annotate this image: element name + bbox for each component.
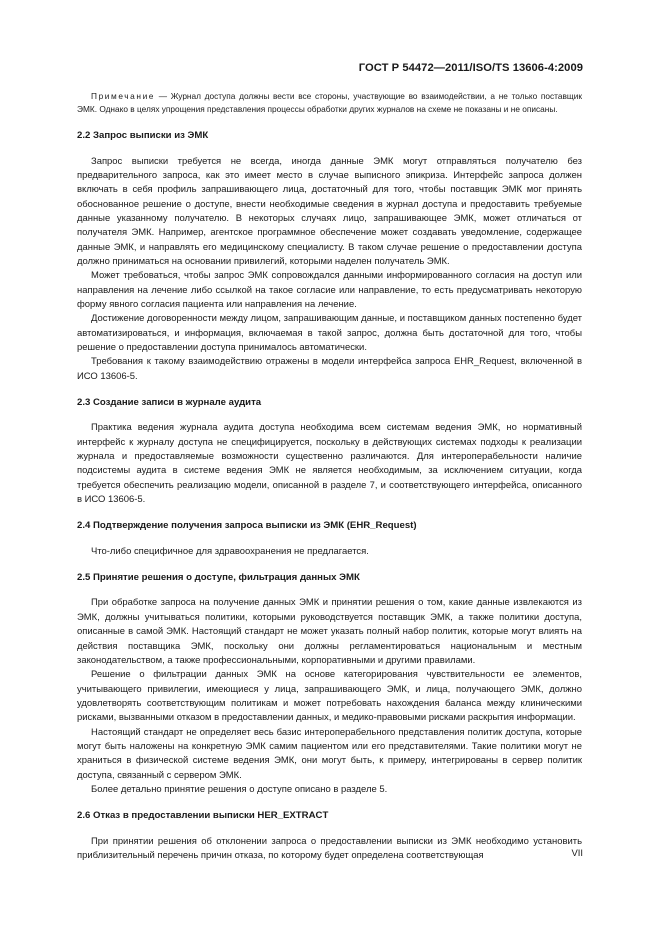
paragraph: Может требоваться, чтобы запрос ЭМК сопровождался данными информированного согласия на доступ или направления на лечение либо ссылкой на такое согласие или направление, то есть предусматривать некоторую форму явного согласия пациента или направления на лечение. bbox=[77, 270, 582, 310]
paragraph: Более детально принятие решения о доступе описано в разделе 5. bbox=[91, 783, 388, 795]
paragraph: Что-либо специфичное для здравоохранения не предлагается. bbox=[91, 545, 369, 557]
paragraph: Решение о фильтрации данных ЭМК на основе категорирования чувствительности ее элементов, учитывающего привилегии, имеющиеся у лица, запрашивающего ЭМК, и лица, получающего ЭМК, должно удовлетворять соответствующим политикам и может потребовать нахождения баланса между клиническими рисками, вызванными отказом в предоставлении данных, и медико-правовыми рисками раскрытия информации. bbox=[77, 669, 582, 724]
paragraph: Запрос выписки требуется не всегда, иногда данные ЭМК могут отправляться получателю без предварительного запроса, как это имеет место в случае выписного эпикриза. Интерфейс запроса должен включать в себя профиль запрашивающего лица, достаточный для того, чтобы поставщик ЭМК мог принять обоснованное решение о доступе, внести необходимые сведения в журнал доступа и предоставить требуемые данные указанному получателю. В некоторых случаях лицо, запрашивающее ЭМК, может отличаться от получателя ЭМК. Например, агентское программное обеспечение может создавать уведомление, содержащее данные ЭМК, и направлять его медицинскому специалисту. В таком случае решение о предоставлении доступа должно приниматься на основании привилегий, которыми наделен получатель ЭМК. bbox=[77, 155, 582, 267]
page-body bbox=[77, 90, 582, 863]
page-number: VII bbox=[571, 848, 583, 859]
note-label: Примечание bbox=[91, 91, 156, 101]
paragraph: Требования к такому взаимодействию отражены в модели интерфейса запроса EHR_Request, включенной в ИСО 13606-5. bbox=[77, 356, 582, 382]
section-heading-2-4: 2.4 Подтверждение получения запроса выписки из ЭМК (EHR_Request) bbox=[77, 520, 417, 532]
section-heading-2-2: 2.2 Запрос выписки из ЭМК bbox=[77, 130, 209, 142]
note-text: — Журнал доступа должны вести все стороны, участвующие во взаимодействии, а не только поставщик ЭМК. Однако в целях упрощения представления процессы обработки других журналов на схеме не показаны и не описаны. bbox=[77, 91, 582, 114]
paragraph: При обработке запроса на получение данных ЭМК и принятии решения о том, какие данные извлекаются из ЭМК, должны учитываться политики, которыми руководствуется поставщик ЭМК, а также политики доступа, описанные в самой ЭМК. Настоящий стандарт не может указать полный набор политик, которые могут влиять на действия поставщика ЭМК, поскольку они должны регламентироваться национальным и местным законодательством, а также профессиональными, корпоративными и другими правилами. bbox=[77, 597, 582, 666]
paragraph: Достижение договоренности между лицом, запрашивающим данные, и поставщиком данных постепенно будет автоматизироваться, и информация, включаемая в такой запрос, должна быть достаточной для того, чтобы решение о предоставлении доступа принималось автоматически. bbox=[77, 313, 582, 353]
paragraph: При принятии решения об отклонении запроса о предоставлении выписки из ЭМК необходимо установить приблизительный перечень причин отказа, по которому будет определена соответствующая bbox=[77, 835, 582, 861]
section-heading-2-5: 2.5 Принятие решения о доступе, фильтрация данных ЭМК bbox=[77, 572, 360, 584]
note bbox=[77, 90, 582, 115]
paragraph: Настоящий стандарт не определяет весь базис интероперабельного представления политик доступа, которые могут быть наложены на конкретную ЭМК самим пациентом или его представителями. Такие политики могут не храниться в физической системе ведения ЭМК, они могут быть, к примеру, интегрированы в сервер политик доступа, связанный с сервером ЭМК. bbox=[77, 726, 582, 781]
section-heading-2-3: 2.3 Создание записи в журнале аудита bbox=[77, 397, 262, 409]
document-header: ГОСТ Р 54472—2011/ISO/TS 13606-4:2009 bbox=[358, 62, 583, 74]
paragraph: Практика ведения журнала аудита доступа необходима всем системам ведения ЭМК, но нормативный интерфейс к журналу доступа не специфицируется, поскольку в действующих системах подходы к реализации журнала и предоставляемые возможности существенно различаются. Для интероперабельности наличие подсистемы аудита в системе ведения ЭМК не является необходимым, за исключением ситуации, когда требуется обеспечить реализацию модели, описанной в разделе 7, и соответствующего интерфейса, описанного в ИСО 13606-5. bbox=[77, 422, 582, 506]
section-heading-2-6: 2.6 Отказ в предоставлении выписки HER_EXTRACT bbox=[77, 810, 329, 822]
